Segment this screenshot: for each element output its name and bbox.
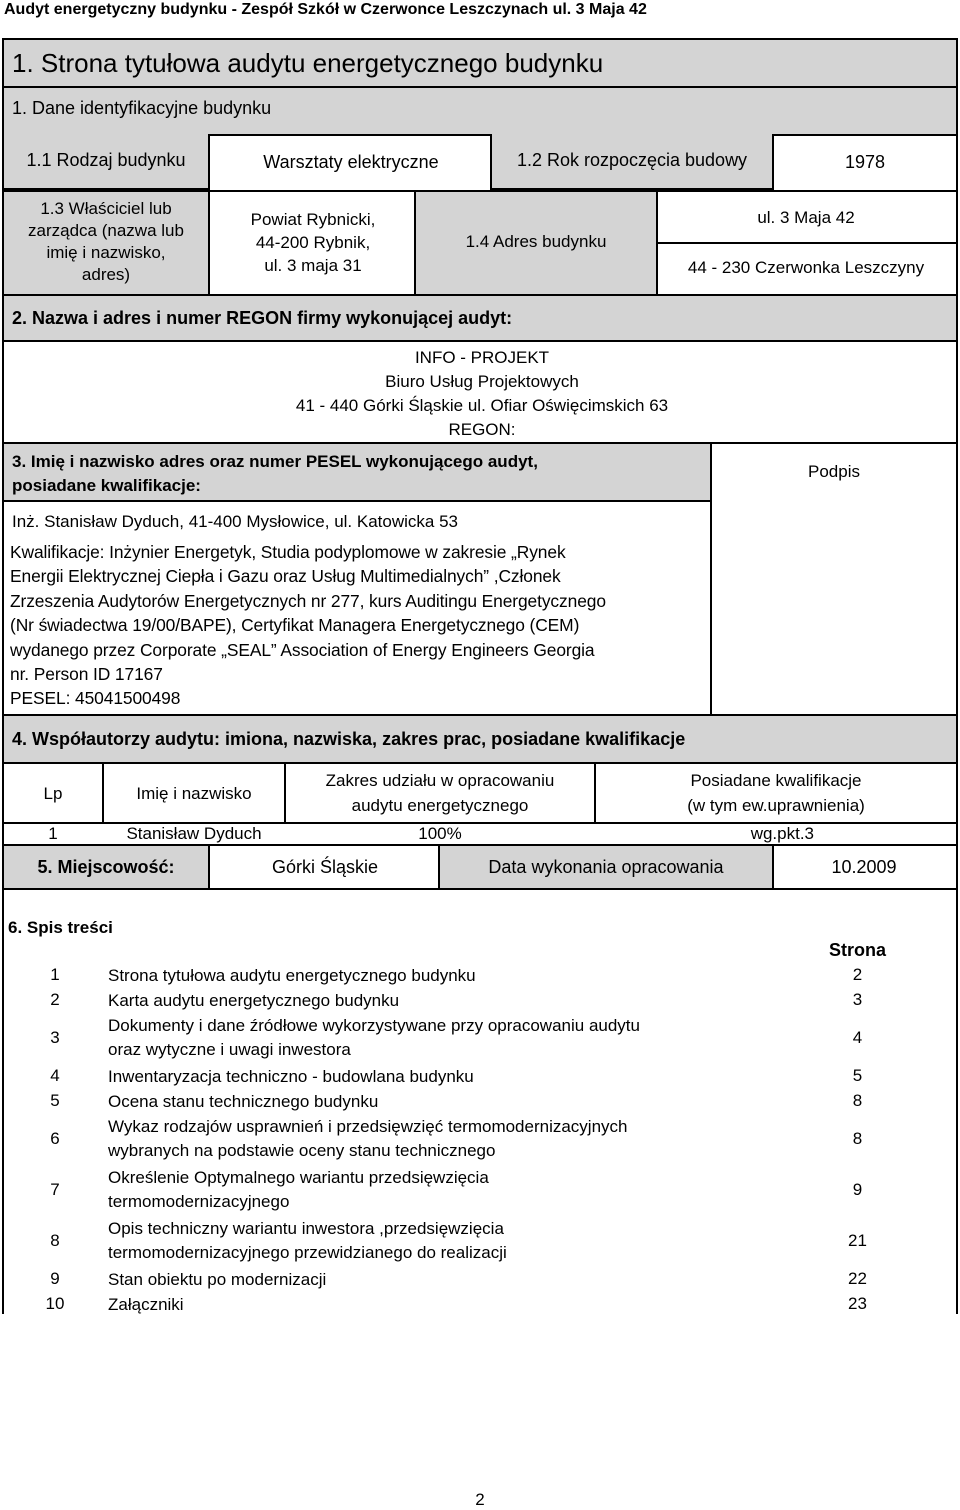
toc-item-title-line: oraz wytyczne i uwagi inwestora bbox=[108, 1040, 351, 1059]
toc-item-page: 5 bbox=[852, 1065, 863, 1085]
adres-value-1: ul. 3 Maja 42 bbox=[757, 208, 855, 227]
toc-item-page: 4 bbox=[852, 1027, 863, 1047]
toc-item-page: 2 bbox=[852, 964, 863, 984]
page-number: 2 bbox=[475, 1490, 485, 1509]
document-header: Audyt energetyczny budynku - Zespół Szkół w Czerwonce Leszczynach ul. 3 Maja 42 bbox=[4, 1, 647, 18]
toc-item-title bbox=[108, 1065, 748, 1089]
toc-item-title bbox=[108, 1217, 748, 1265]
row-name: Stanisław Dyduch bbox=[126, 824, 262, 843]
row-rodzaj bbox=[2, 136, 958, 192]
rodzaj-label: 1.1 Rodzaj budynku bbox=[26, 150, 186, 170]
adres-label: 1.4 Adres budynku bbox=[465, 232, 607, 251]
wlasciciel-label-cell bbox=[2, 190, 210, 296]
qualification-line: PESEL: 45041500498 bbox=[10, 688, 181, 709]
toc-border-right bbox=[956, 888, 958, 1314]
section-3 bbox=[2, 442, 958, 716]
section-4-heading: 4. Współautorzy audytu: imiona, nazwiska, zakres prac, posiadane kwalifikacje bbox=[12, 729, 686, 749]
auditor-info: Inż. Stanisław Dyduch, 41-400 Mysłowice, ul. Katowicka 53 bbox=[12, 512, 458, 531]
toc-item-page: 9 bbox=[852, 1179, 863, 1199]
toc-item-title bbox=[108, 1115, 748, 1163]
toc-item-page: 22 bbox=[848, 1268, 867, 1288]
coauthors-table bbox=[2, 762, 958, 846]
toc-item-title-line: termomodernizacyjnego bbox=[108, 1192, 290, 1211]
toc-item-title bbox=[108, 1014, 748, 1062]
toc-item-title bbox=[108, 989, 748, 1013]
miejscowosc-value: Górki Śląskie bbox=[271, 857, 379, 877]
col-scope-header-line: audytu energetycznego bbox=[351, 796, 529, 815]
col-qual-header-line: Posiadane kwalifikacje bbox=[690, 771, 862, 790]
date-label: Data wykonania opracowania bbox=[488, 857, 724, 877]
section-2-heading: 2. Nazwa i adres i numer REGON firmy wykonującej audyt: bbox=[12, 308, 513, 328]
wlasciciel-label-line: adres) bbox=[81, 265, 131, 284]
toc-item-title-line: wybranych na podstawie oceny stanu technicznego bbox=[108, 1141, 496, 1160]
qualification-line: Zrzeszenia Audytorów Energetycznych nr 277, kurs Auditingu Energetycznego bbox=[10, 590, 606, 611]
page-title: 1. Strona tytułowa audytu energetycznego budynku bbox=[12, 48, 604, 78]
qualification-line: Kwalifikacje: Inżynier Energetyk, Studia podyplomowe w zakresie „Rynek bbox=[10, 542, 566, 562]
rok-label: 1.2 Rok rozpoczęcia budowy bbox=[516, 150, 748, 170]
qualification-line: (Nr świadectwa 19/00/BAPE), Certyfikat Managera Energetycznego (CEM) bbox=[10, 615, 580, 636]
miejscowosc-label: 5. Miejscowość: bbox=[37, 857, 175, 877]
wlasciciel-value-line: Powiat Rybnicki, bbox=[250, 210, 376, 229]
section-1-heading: 1. Dane identyfikacyjne budynku bbox=[12, 98, 272, 118]
col-name-header: Imię i nazwisko bbox=[136, 784, 252, 803]
qualifications bbox=[10, 540, 710, 711]
toc-item-title-line: Dokumenty i dane źródłowe wykorzystywane przy opracowaniu audytu bbox=[108, 1016, 640, 1035]
section-2-heading-bar bbox=[2, 294, 958, 342]
toc-item-number: 1 bbox=[50, 964, 60, 984]
rodzaj-value: Warsztaty elektryczne bbox=[263, 152, 439, 172]
toc-border-left bbox=[2, 888, 4, 1314]
adres-label-cell bbox=[414, 190, 658, 296]
qualification-line: wydanego przez Corporate „SEAL” Association of Energy Engineers Georgia bbox=[10, 639, 595, 660]
qualification-line: Energii Elektrycznej Ciepła i Gazu oraz Usług Multimedialnych” ,Członek bbox=[10, 566, 561, 587]
section-1-heading-bar bbox=[2, 88, 958, 136]
toc-item-title bbox=[108, 1166, 748, 1214]
wlasciciel-value bbox=[210, 208, 416, 277]
toc-item-number: 4 bbox=[50, 1065, 60, 1085]
section-3-heading-line: 3. Imię i nazwisko adres oraz numer PESEL wykonującego audyt, bbox=[12, 452, 538, 471]
toc-heading: 6. Spis treści bbox=[8, 918, 113, 937]
signature-divider bbox=[710, 442, 712, 716]
section-3-heading bbox=[12, 450, 538, 498]
firm-info-line: REGON: bbox=[448, 420, 516, 439]
toc-item-number: 9 bbox=[50, 1268, 60, 1288]
wlasciciel-label-line: imię i nazwisko, bbox=[46, 243, 166, 262]
toc-item-number: 10 bbox=[45, 1293, 65, 1313]
col-qual-header bbox=[596, 768, 956, 818]
toc-item-number: 2 bbox=[50, 989, 60, 1009]
wlasciciel-value-line: ul. 3 maja 31 bbox=[264, 256, 362, 275]
toc-item-title-line: Opis techniczny wariantu inwestora ,przedsięwzięcia bbox=[108, 1219, 504, 1238]
row-wlasciciel bbox=[2, 190, 958, 296]
section-2-content bbox=[2, 340, 958, 444]
qualification-line: nr. Person ID 17167 bbox=[10, 664, 163, 685]
toc-item-title-line: Stan obiektu po modernizacji bbox=[108, 1270, 327, 1289]
wlasciciel-value-line: 44-200 Rybnik, bbox=[255, 233, 371, 252]
section-5-row bbox=[2, 844, 958, 890]
toc-item-title bbox=[108, 1268, 748, 1292]
toc-item-title-line: Wykaz rodzajów usprawnień i przedsięwzięć termomodernizacyjnych bbox=[108, 1117, 628, 1136]
podpis-label: Podpis bbox=[808, 462, 860, 481]
rok-value: 1978 bbox=[844, 152, 886, 172]
toc-item-number: 3 bbox=[50, 1027, 60, 1047]
firm-info bbox=[4, 346, 960, 442]
toc-item-title-line: Karta audytu energetycznego budynku bbox=[108, 991, 400, 1010]
section-4-heading-bar bbox=[2, 714, 958, 764]
firm-info-line: 41 - 440 Górki Śląskie ul. Ofiar Oświęcimskich 63 bbox=[295, 396, 669, 415]
wlasciciel-label-line: zarządca (nazwa lub bbox=[28, 221, 184, 240]
toc-item-title bbox=[108, 964, 748, 988]
toc-item-number: 7 bbox=[50, 1179, 60, 1199]
toc-item-title-line: Załączniki bbox=[108, 1295, 184, 1314]
row-scope: 100% bbox=[418, 824, 462, 843]
toc-item-title-line: Strona tytułowa audytu energetycznego budynku bbox=[108, 966, 476, 985]
rodzaj-label-cell bbox=[2, 134, 210, 190]
col-scope-header bbox=[286, 768, 594, 818]
toc-item-title bbox=[108, 1293, 748, 1317]
toc-item-page: 21 bbox=[848, 1230, 867, 1250]
toc-item-page: 8 bbox=[852, 1090, 863, 1110]
title-bar bbox=[2, 38, 958, 88]
firm-info-line: INFO - PROJEKT bbox=[414, 348, 550, 367]
firm-info-line: Biuro Usług Projektowych bbox=[385, 372, 579, 391]
wlasciciel-label bbox=[4, 198, 208, 286]
col-qual-header-line: (w tym ew.uprawnienia) bbox=[687, 796, 865, 815]
row-lp: 1 bbox=[48, 824, 58, 843]
col-scope-header-line: Zakres udziału w opracowaniu bbox=[325, 771, 555, 790]
toc-item-number: 8 bbox=[50, 1230, 60, 1250]
toc-item-title-line: Inwentaryzacja techniczno - budowlana budynku bbox=[108, 1067, 474, 1086]
row-qual: wg.pkt.3 bbox=[750, 824, 814, 843]
date-value: 10.2009 bbox=[831, 857, 897, 877]
toc-item-page: 8 bbox=[852, 1128, 863, 1148]
toc-item-number: 6 bbox=[50, 1128, 60, 1148]
section-3-heading-cell bbox=[2, 442, 712, 502]
col-lp-header: Lp bbox=[43, 784, 63, 803]
toc-item-title bbox=[108, 1090, 748, 1114]
miejscowosc-label-cell bbox=[2, 844, 210, 890]
date-label-cell bbox=[438, 844, 774, 890]
section-3-heading-line: posiadane kwalifikacje: bbox=[12, 476, 201, 495]
adres-divider bbox=[656, 242, 956, 244]
toc-item-page: 23 bbox=[848, 1293, 867, 1313]
wlasciciel-label-line: 1.3 Właściciel lub bbox=[40, 199, 172, 218]
toc-item-title-line: Określenie Optymalnego wariantu przedsięwzięcia bbox=[108, 1168, 489, 1187]
toc-item-number: 5 bbox=[50, 1090, 60, 1110]
toc-item-page: 3 bbox=[852, 989, 863, 1009]
toc-page-header: Strona bbox=[828, 940, 886, 960]
toc-item-title-line: termomodernizacyjnego przewidzianego do realizacji bbox=[108, 1243, 507, 1262]
toc-item-title-line: Ocena stanu technicznego budynku bbox=[108, 1092, 379, 1111]
rok-label-cell bbox=[490, 134, 774, 190]
adres-value-2: 44 - 230 Czerwonka Leszczyny bbox=[687, 258, 925, 277]
